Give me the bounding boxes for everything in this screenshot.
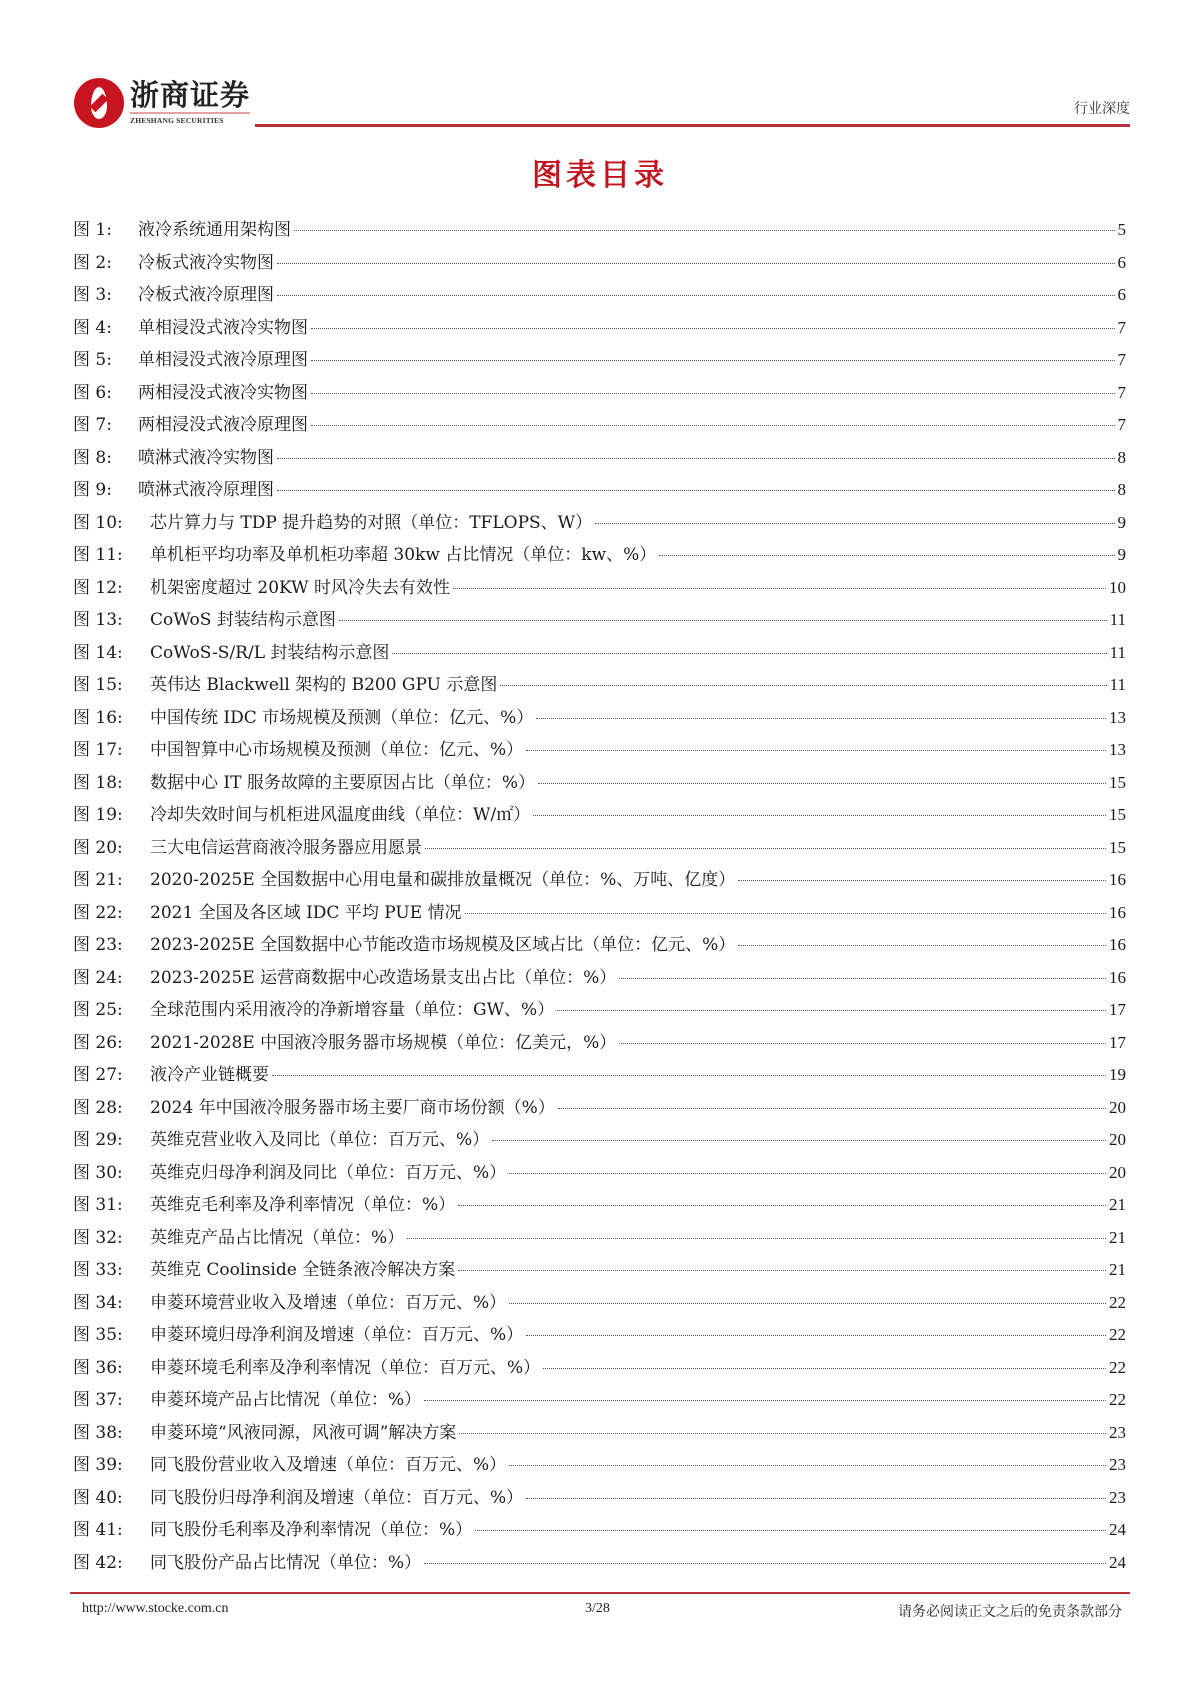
toc-entry[interactable] (73, 605, 1126, 638)
toc-entry[interactable] (73, 215, 1126, 248)
toc-entry-title: 同飞股份产品占比情况（单位：%） (150, 1552, 422, 1573)
footer-url-link[interactable]: http://www.stocke.com.cn (82, 1601, 229, 1616)
toc-entry-page: 16 (1109, 935, 1126, 954)
toc-entry-label: 图 11: (73, 545, 123, 565)
toc-entry-label: 图 9: (73, 480, 112, 500)
dot-leader (277, 295, 1115, 296)
dot-leader (536, 718, 1106, 719)
toc-entry-page: 13 (1109, 740, 1126, 759)
report-type-tag: 行业深度 (1074, 101, 1130, 117)
page-number: 3/28 (585, 1601, 610, 1616)
toc-entry-label: 图 31: (73, 1195, 123, 1215)
toc-entry-page: 7 (1117, 317, 1126, 337)
toc-entry[interactable] (73, 703, 1126, 736)
toc-entry-label: 图 21: (73, 870, 123, 890)
toc-entry-label: 图 25: (73, 1000, 123, 1020)
toc-entry-page: 11 (1109, 610, 1126, 629)
toc-entry-title: 液冷产业链概要 (150, 1065, 269, 1085)
toc-entry[interactable] (73, 248, 1126, 281)
dot-leader (526, 1335, 1106, 1336)
toc-entry-title: 芯片算力与 TDP 提升趋势的对照（单位：TFLOPS、W） (150, 512, 593, 533)
toc-entry[interactable] (73, 670, 1126, 703)
toc-entry[interactable] (73, 1125, 1126, 1158)
toc-entry-page: 6 (1117, 252, 1126, 272)
toc-entry-page: 23 (1109, 1487, 1126, 1507)
dot-leader (453, 588, 1106, 589)
dot-leader (526, 1498, 1106, 1499)
toc-entry[interactable] (73, 1548, 1126, 1581)
dot-leader (738, 945, 1106, 946)
toc-entry[interactable] (73, 865, 1126, 898)
dot-leader (500, 685, 1106, 686)
toc-entry[interactable] (73, 313, 1126, 346)
dot-leader (272, 1075, 1106, 1076)
toc-entry-title: 机架密度超过 20KW 时风冷失去有效性 (150, 577, 451, 598)
toc-entry-page: 20 (1109, 1097, 1126, 1117)
dot-leader (311, 360, 1115, 361)
toc-entry[interactable] (73, 1190, 1126, 1223)
toc-entry-page: 8 (1117, 480, 1126, 499)
toc-entry-label: 图 20: (73, 837, 123, 858)
toc-entry-title: 单相浸没式液冷原理图 (138, 350, 308, 370)
toc-entry-label: 图 39: (73, 1455, 123, 1475)
toc-entry[interactable] (73, 995, 1126, 1028)
toc-entry-page: 17 (1109, 1000, 1126, 1019)
toc-entry-page: 16 (1109, 870, 1126, 889)
toc-entry[interactable] (73, 735, 1126, 768)
toc-entry-label: 图 36: (73, 1357, 123, 1378)
footer-disclaimer: 请务必阅读正文之后的免责条款部分 (898, 1604, 1122, 1620)
toc-entry-page: 5 (1117, 220, 1126, 239)
toc-entry[interactable] (73, 443, 1126, 476)
dot-leader (425, 848, 1106, 849)
toc-entry[interactable] (73, 930, 1126, 963)
toc-entry[interactable] (73, 1255, 1126, 1288)
toc-entry-label: 图 3: (73, 285, 112, 305)
toc-entry[interactable] (73, 1158, 1126, 1191)
dot-leader (424, 1400, 1106, 1401)
toc-entry-title: 数据中心 IT 服务故障的主要原因占比（单位：%） (150, 772, 536, 793)
dot-leader (492, 1140, 1106, 1141)
toc-entry[interactable] (73, 540, 1126, 573)
toc-entry-page: 22 (1109, 1390, 1126, 1409)
toc-entry-label: 图 32: (73, 1227, 123, 1248)
toc-entry-title: 英伟达 Blackwell 架构的 B200 GPU 示意图 (150, 675, 498, 695)
dot-leader (509, 1173, 1106, 1174)
toc-entry-page: 24 (1109, 1552, 1126, 1572)
toc-entry[interactable] (73, 280, 1126, 313)
toc-entry[interactable] (73, 1450, 1126, 1483)
toc-entry-label: 图 23: (73, 935, 123, 955)
toc-entry-label: 图 6: (73, 382, 112, 403)
toc-entry[interactable] (73, 963, 1126, 996)
toc-entry-title: 中国智算中心市场规模及预测（单位：亿元、%） (150, 740, 524, 760)
toc-entry-label: 图 40: (73, 1487, 123, 1508)
dot-leader (465, 913, 1106, 914)
figure-table-of-contents (73, 215, 1126, 1580)
toc-entry-label: 图 2: (73, 252, 112, 273)
toc-entry-label: 图 27: (73, 1065, 123, 1085)
dot-leader (509, 1303, 1106, 1304)
dot-leader (407, 1238, 1106, 1239)
toc-entry-title: 液冷系统通用架构图 (138, 220, 291, 240)
footer-divider (70, 1592, 1130, 1594)
toc-entry-page: 7 (1117, 415, 1126, 434)
dot-leader (538, 783, 1106, 784)
dot-leader (509, 1465, 1106, 1466)
toc-entry-label: 图 22: (73, 902, 123, 923)
toc-entry-label: 图 28: (73, 1097, 123, 1118)
toc-entry-page: 16 (1109, 902, 1126, 922)
toc-entry-page: 7 (1117, 350, 1126, 369)
toc-entry-label: 图 5: (73, 350, 112, 370)
toc-entry-page: 11 (1109, 675, 1126, 694)
toc-entry-title: 2023-2025E 运营商数据中心改造场景支出占比（单位：%） (150, 967, 617, 988)
toc-entry-title: 2021-2028E 中国液冷服务器市场规模（单位：亿美元，%） (150, 1032, 617, 1053)
dot-leader (475, 1530, 1106, 1531)
dot-leader (595, 523, 1114, 524)
toc-entry-page: 15 (1109, 772, 1126, 792)
toc-entry[interactable] (73, 1418, 1126, 1451)
toc-entry[interactable] (73, 833, 1126, 866)
toc-entry-page: 20 (1109, 1130, 1126, 1149)
dot-leader (619, 978, 1106, 979)
dot-leader (311, 425, 1115, 426)
dot-leader (311, 393, 1115, 394)
logo-chinese-name: 浙商证券 (130, 78, 251, 112)
dot-leader (424, 1563, 1106, 1564)
toc-entry[interactable] (73, 768, 1126, 801)
toc-entry-title: 英维克归母净利润及同比（单位：百万元、%） (150, 1162, 507, 1183)
toc-entry[interactable] (73, 1320, 1126, 1353)
toc-entry[interactable] (73, 1288, 1126, 1321)
dot-leader (458, 1270, 1106, 1271)
toc-entry-label: 图 41: (73, 1520, 123, 1540)
toc-entry[interactable] (73, 508, 1126, 541)
toc-entry-label: 图 30: (73, 1162, 123, 1183)
toc-entry-title: 三大电信运营商液冷服务器应用愿景 (150, 837, 422, 858)
toc-entry-title: 申菱环境营业收入及增速（单位：百万元、%） (150, 1292, 507, 1313)
toc-entry-page: 9 (1117, 545, 1126, 564)
toc-entry-page: 17 (1109, 1032, 1126, 1052)
toc-entry-label: 图 37: (73, 1390, 123, 1410)
toc-entry-page: 24 (1109, 1520, 1126, 1539)
toc-entry-title: 同飞股份归母净利润及增速（单位：百万元、%） (150, 1487, 524, 1508)
dot-leader (294, 230, 1115, 231)
toc-entry-label: 图 10: (73, 512, 123, 533)
page-title: 图表目录 (532, 158, 668, 193)
dot-leader (543, 1368, 1106, 1369)
company-logo (74, 78, 250, 128)
toc-entry-title: 申菱环境产品占比情况（单位：%） (150, 1390, 422, 1410)
toc-entry-title: 申菱环境归母净利润及增速（单位：百万元、%） (150, 1325, 524, 1345)
toc-entry-label: 图 24: (73, 967, 123, 988)
dot-leader (458, 1205, 1106, 1206)
toc-entry[interactable] (73, 1060, 1126, 1093)
toc-entry-page: 23 (1109, 1455, 1126, 1474)
dot-leader (558, 1108, 1106, 1109)
toc-entry[interactable] (73, 410, 1126, 443)
toc-entry-page: 7 (1117, 382, 1126, 402)
toc-entry-title: 冷却失效时间与机柜进风温度曲线（单位：W/㎡） (150, 805, 531, 825)
toc-entry-title: 同飞股份营业收入及增速（单位：百万元、%） (150, 1455, 507, 1475)
dot-leader (619, 1043, 1106, 1044)
logo-english-name: ZHESHANG SECURITIES (130, 116, 224, 125)
toc-entry-page: 22 (1109, 1357, 1126, 1377)
dot-leader (311, 328, 1115, 329)
toc-entry-page: 13 (1109, 707, 1126, 727)
toc-entry[interactable] (73, 1028, 1126, 1061)
toc-entry-label: 图 16: (73, 707, 123, 728)
toc-entry-label: 图 8: (73, 447, 112, 468)
toc-entry-page: 6 (1117, 285, 1126, 304)
dot-leader (339, 620, 1107, 621)
toc-entry-page: 21 (1109, 1260, 1126, 1279)
toc-entry-label: 图 42: (73, 1552, 123, 1573)
toc-entry-title: 两相浸没式液冷实物图 (138, 382, 308, 403)
toc-entry-label: 图 15: (73, 675, 123, 695)
dot-leader (557, 1010, 1106, 1011)
toc-entry-page: 20 (1109, 1162, 1126, 1182)
toc-entry-title: 冷板式液冷原理图 (138, 285, 274, 305)
toc-entry-label: 图 4: (73, 317, 112, 338)
toc-entry[interactable] (73, 638, 1126, 671)
toc-entry-title: 2021 全国及各区域 IDC 平均 PUE 情况 (150, 902, 462, 923)
toc-entry-title: 同飞股份毛利率及净利率情况（单位：%） (150, 1520, 473, 1540)
dot-leader (526, 750, 1106, 751)
dot-leader (459, 1433, 1106, 1434)
toc-entry-label: 图 14: (73, 642, 123, 663)
toc-entry-label: 图 1: (73, 220, 112, 240)
toc-entry[interactable] (73, 1483, 1126, 1516)
dot-leader (659, 555, 1114, 556)
toc-entry-label: 图 34: (73, 1292, 123, 1313)
toc-entry-label: 图 12: (73, 577, 123, 598)
toc-entry-title: 2023-2025E 全国数据中心节能改造市场规模及区域占比（单位：亿元、%） (150, 935, 736, 955)
toc-entry-title: 2020-2025E 全国数据中心用电量和碳排放量概况（单位：%、万吨、亿度） (150, 870, 736, 890)
toc-entry-page: 15 (1109, 805, 1126, 824)
toc-entry-label: 图 35: (73, 1325, 123, 1345)
toc-entry-title: 英维克营业收入及同比（单位：百万元、%） (150, 1130, 490, 1150)
toc-entry-title: 英维克产品占比情况（单位：%） (150, 1227, 405, 1248)
toc-entry[interactable] (73, 378, 1126, 411)
header-divider (255, 124, 1130, 127)
toc-entry-title: 申菱环境毛利率及净利率情况（单位：百万元、%） (150, 1357, 541, 1378)
logo-icon (74, 78, 124, 128)
toc-entry-title: 单机柜平均功率及单机柜功率超 30kw 占比情况（单位：kw、%） (150, 545, 657, 565)
toc-entry-label: 图 29: (73, 1130, 123, 1150)
toc-entry-label: 图 13: (73, 610, 123, 630)
toc-entry-label: 图 19: (73, 805, 123, 825)
toc-entry-title: 冷板式液冷实物图 (138, 252, 274, 273)
toc-entry-page: 22 (1109, 1325, 1126, 1344)
toc-entry-label: 图 17: (73, 740, 123, 760)
toc-entry-title: 2024 年中国液冷服务器市场主要厂商市场份额（%） (150, 1097, 555, 1118)
toc-entry[interactable] (73, 1385, 1126, 1418)
toc-entry-label: 图 18: (73, 772, 123, 793)
toc-entry-title: 两相浸没式液冷原理图 (138, 415, 308, 435)
dot-leader (738, 880, 1106, 881)
toc-entry-label: 图 33: (73, 1260, 123, 1280)
toc-entry-page: 21 (1109, 1227, 1126, 1247)
dot-leader (277, 263, 1115, 264)
dot-leader (277, 490, 1115, 491)
dot-leader (277, 458, 1115, 459)
toc-entry-title: CoWoS 封装结构示意图 (150, 610, 336, 630)
dot-leader (392, 653, 1106, 654)
toc-entry-title: 喷淋式液冷实物图 (138, 447, 274, 468)
toc-entry-label: 图 26: (73, 1032, 123, 1053)
toc-entry-page: 10 (1109, 577, 1126, 597)
toc-entry-page: 22 (1109, 1292, 1126, 1312)
toc-entry-page: 15 (1109, 837, 1126, 857)
toc-entry[interactable] (73, 1093, 1126, 1126)
toc-entry[interactable] (73, 573, 1126, 606)
toc-entry-title: 喷淋式液冷原理图 (138, 480, 274, 500)
toc-entry-title: 英维克 Coolinside 全链条液冷解决方案 (150, 1260, 456, 1280)
toc-entry[interactable] (73, 475, 1126, 508)
toc-entry[interactable] (73, 1223, 1126, 1256)
toc-entry[interactable] (73, 1515, 1126, 1548)
dot-leader (533, 815, 1106, 816)
toc-entry-title: 全球范围内采用液冷的净新增容量（单位：GW、%） (150, 1000, 555, 1020)
toc-entry[interactable] (73, 800, 1126, 833)
toc-entry-label: 图 38: (73, 1422, 123, 1443)
toc-entry-page: 23 (1109, 1422, 1126, 1442)
toc-entry-page: 16 (1109, 967, 1126, 987)
toc-entry-page: 19 (1109, 1065, 1126, 1084)
toc-entry-label: 图 7: (73, 415, 112, 435)
toc-entry-title: 申菱环境“风液同源，风液可调”解决方案 (150, 1422, 457, 1443)
toc-entry[interactable] (73, 1353, 1126, 1386)
toc-entry-page: 21 (1109, 1195, 1126, 1214)
toc-entry[interactable] (73, 345, 1126, 378)
toc-entry[interactable] (73, 898, 1126, 931)
toc-entry-page: 11 (1109, 642, 1126, 662)
toc-entry-page: 8 (1117, 447, 1126, 467)
toc-entry-title: 单相浸没式液冷实物图 (138, 317, 308, 338)
toc-entry-page: 9 (1117, 512, 1126, 532)
toc-entry-title: 英维克毛利率及净利率情况（单位：%） (150, 1195, 456, 1215)
toc-entry-title: CoWoS-S/R/L 封装结构示意图 (150, 642, 390, 663)
toc-entry-title: 中国传统 IDC 市场规模及预测（单位：亿元、%） (150, 707, 534, 728)
